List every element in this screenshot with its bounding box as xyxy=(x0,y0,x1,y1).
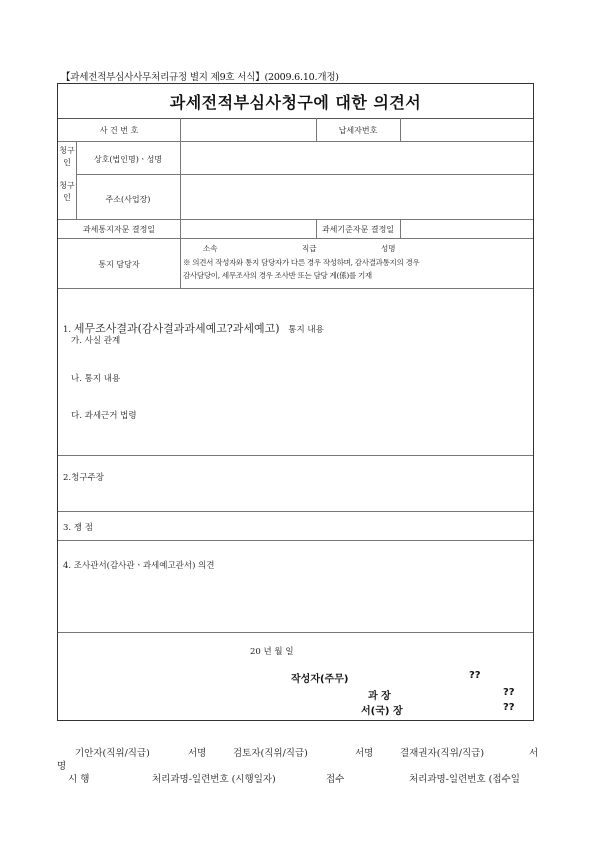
receipt-label: 접수 xyxy=(326,774,345,785)
section1-item-notice: 나. 통지 내용 xyxy=(71,374,121,384)
date-line: 20 년 월 일 xyxy=(250,647,294,657)
notice-officer-note-line2: 감사담당이, 세무조사의 경우 조사반 또는 담당 계(係)를 기재 xyxy=(183,271,372,280)
row-divider xyxy=(58,455,533,456)
enforcement-label: 시 행 xyxy=(68,774,90,785)
section-chief-label: 과 장 xyxy=(368,691,391,702)
section1-suffix: 통지 내용 xyxy=(288,325,324,335)
section1-item-facts: 가. 사실 관계 xyxy=(71,336,121,346)
notice-officer-note-line1: ※ 의견서 작성자와 통지 담당자가 다른 경우 작성하며, 감사결과통지의 경우 xyxy=(183,258,420,267)
rank-column-label: 직급 xyxy=(302,244,317,253)
enforcement-number-label: 처리과명-일련번호 (시행일자) xyxy=(152,774,276,785)
reviewer-label: 검토자(직위/직급) xyxy=(233,748,308,759)
section4-opinion: 4. 조사관서(감사관ㆍ과세예고관서) 의견 xyxy=(63,561,215,571)
row-divider xyxy=(58,238,533,239)
column-divider xyxy=(180,118,181,288)
drafter-sign-label: 서명 xyxy=(188,748,207,759)
name-column-label: 성명 xyxy=(381,244,396,253)
row-divider xyxy=(58,219,533,220)
form-frame xyxy=(57,83,534,721)
row-divider xyxy=(76,174,533,175)
address-label: 주소(사업장) xyxy=(105,195,151,204)
office-head-seal-mark: ?? xyxy=(503,702,515,713)
form-title: 과세전적부심사청구에 대한 의견서 xyxy=(58,84,533,119)
notice-officer-label: 통지 담당자 xyxy=(98,260,140,269)
section1-title: 세무조사결과(감사결과과세예고?과세예고) xyxy=(73,322,280,335)
drafter-label: 기안자(직위/직급) xyxy=(75,748,150,759)
claimant-side-label: 청구인 xyxy=(59,181,75,202)
section1-item-law: 다. 과세근거 법령 xyxy=(71,411,137,421)
column-divider xyxy=(400,219,401,238)
taxpayer-number-label: 납세자번호 xyxy=(338,126,378,135)
approver-label: 결재권자(직위/직급) xyxy=(400,748,485,759)
section-chief-seal-mark: ?? xyxy=(503,687,515,698)
row-divider xyxy=(58,540,533,541)
approver-sign-label: 서 xyxy=(529,748,539,759)
column-divider xyxy=(76,141,77,219)
row-divider xyxy=(58,141,533,142)
notice-decision-date-label: 과세통지자문 결정일 xyxy=(82,225,156,234)
row-divider xyxy=(58,632,533,633)
row-divider xyxy=(58,511,533,512)
receipt-number-label: 처리과명-일련번호 (접수일 xyxy=(409,774,520,785)
row-divider xyxy=(58,288,533,289)
column-divider xyxy=(400,118,401,141)
claimant-side-label: 청구인 xyxy=(59,146,75,167)
standard-decision-date-label: 과세기준자문 결정일 xyxy=(321,225,395,234)
section3-issue: 3. 쟁 점 xyxy=(63,523,93,533)
company-name-label: 상호(법인명)ㆍ성명 xyxy=(93,155,163,164)
form-reference-note: 【과세전적부심사사무처리규정 별지 제9호 서식】(2009.6.10.개정) xyxy=(61,72,339,83)
reviewer-sign-label: 서명 xyxy=(355,748,374,759)
office-head-label: 서(국) 장 xyxy=(361,706,403,717)
dept-column-label: 소속 xyxy=(203,244,218,253)
approver-sign-label-wrap: 명 xyxy=(57,761,67,772)
section2-claim: 2.청구주장 xyxy=(63,473,104,483)
author-seal-mark: ?? xyxy=(469,670,481,681)
case-number-label: 사 건 번 호 xyxy=(99,126,139,135)
author-label: 작성자(주무) xyxy=(291,674,349,685)
section1-number: 1. xyxy=(63,325,72,335)
